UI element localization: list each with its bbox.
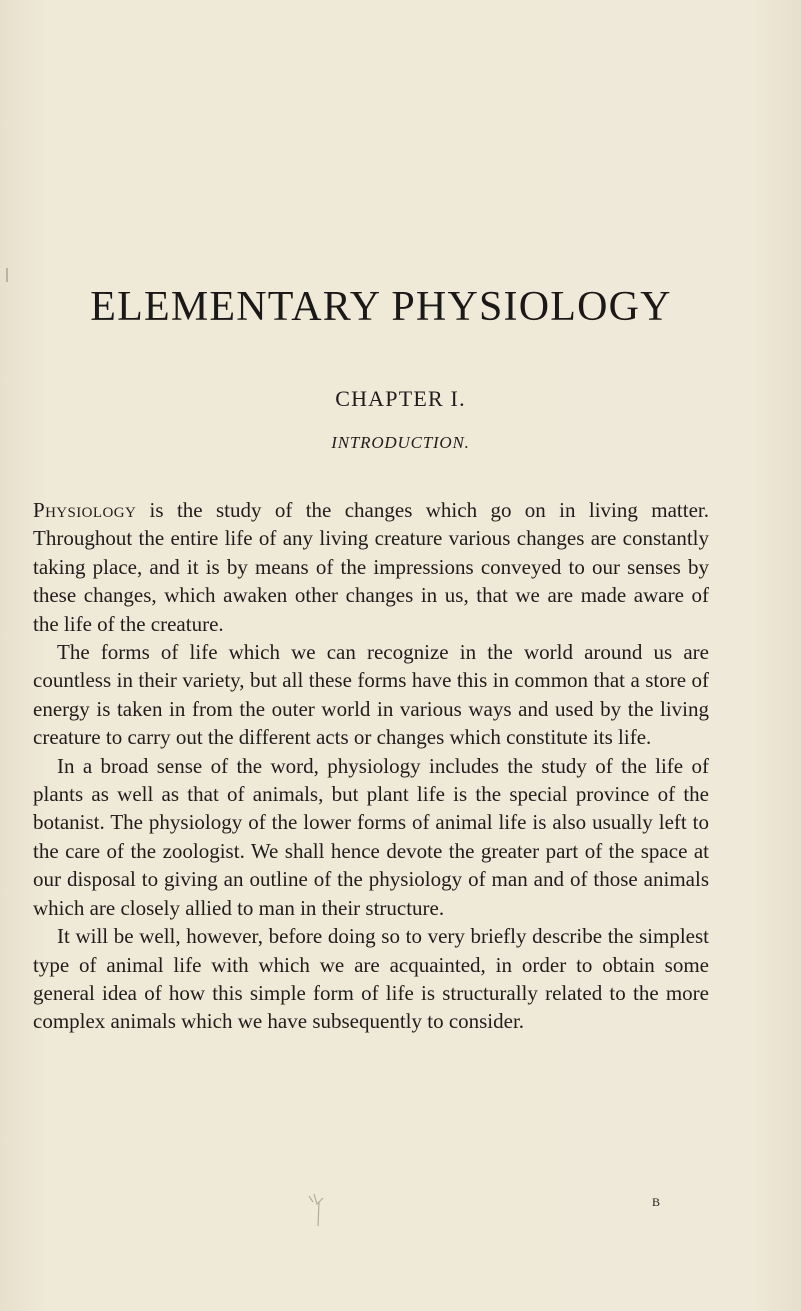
paragraph-1-text: is the study of the changes which go on in living matter. Throughout the entire life of any living creature various changes are constantly taking place, and it is by means of the impressions conveyed to our senses by these changes, which awaken other changes in us, that we are made aware of the life of the creature. — [33, 498, 709, 636]
chapter-heading: CHAPTER I. — [335, 386, 466, 411]
book-title: ELEMENTARY PHYSIOLOGY — [90, 284, 672, 330]
paragraph-2: The forms of life which we can recognize in the world around us are countless in their variety, but all these forms have this in common that a store of energy is taken in from the outer world in various ways and used by the living creature to carry out the different acts or changes which constitute its life. — [33, 640, 709, 750]
body-text — [33, 496, 709, 1036]
margin-speck — [6, 268, 8, 282]
paragraph-4: It will be well, however, before doing so to very briefly describe the simplest type of animal life with which we are acquainted, in order to obtain some general idea of how this simple form of life is structurally related to the more complex animals which we have subsequently to consider. — [33, 924, 709, 1034]
section-title: INTRODUCTION. — [331, 433, 470, 452]
pencil-annotation — [305, 1188, 329, 1228]
paragraph-1 — [33, 496, 709, 638]
paragraph-3: In a broad sense of the word, physiology includes the study of the life of plants as well as that of animals, but plant life is the special province of the botanist. The physiology of the lower forms of animal life is also usually left to the care of the zoologist. We shall hence devote the greater part of the space at our disposal to giving an outline of the physiology of man and of those animals which are closely allied to man in their structure. — [33, 753, 709, 920]
signature-mark: B — [652, 1195, 661, 1209]
paragraph-lead-word: Physiology — [33, 498, 137, 522]
